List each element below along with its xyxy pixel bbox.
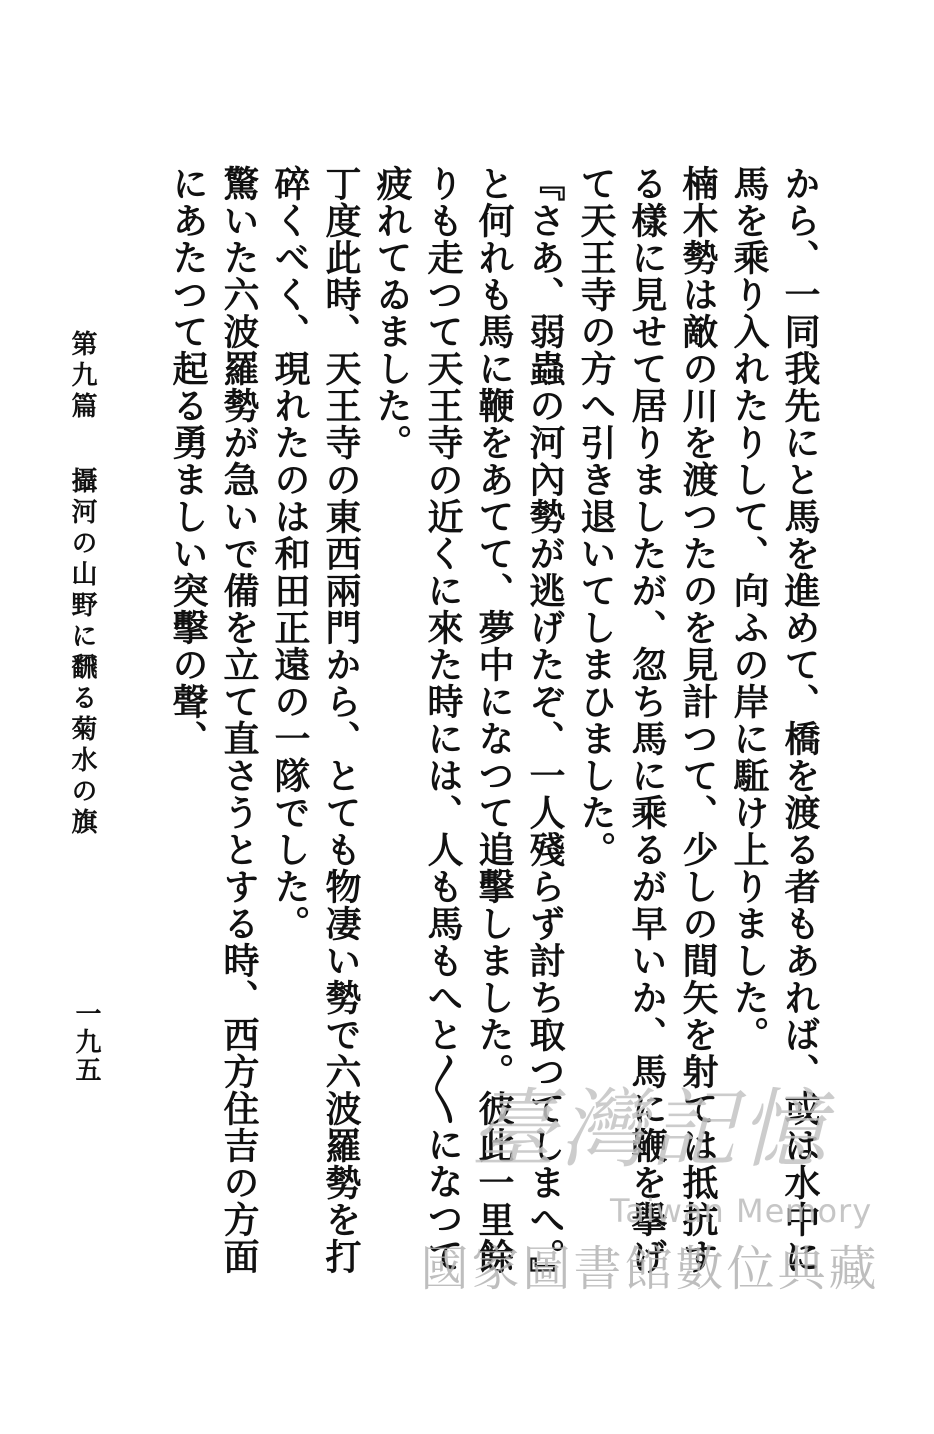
paragraph: と何れも馬に鞭をあてて、夢中になつて追擊しました。彼此一里餘りも走つて天王寺の近くに來た時には、人も馬もへと〳〵になつて疲れてゐました。: [371, 165, 515, 1275]
paragraph: 『さあ、弱蟲の河內勢が逃げたぞ、一人殘らず討ち取つてしまへ。』: [524, 165, 566, 1294]
paragraph: から、一同我先にと馬を進めて、橋を渡る者もあれば、或は水中に馬を乘り入れたりして、向ふの岸に駈け上りました。: [728, 165, 821, 1275]
watermark: [420, 1080, 880, 1310]
watermark-institution: 國家圖書館數位典藏: [420, 1241, 880, 1297]
running-head: [62, 330, 102, 839]
paragraph: 驚いた六波羅勢が急いで備を立て直さうとする時、西方住吉の方面にあたつて起る勇ましい突擊の聲、: [167, 165, 260, 1275]
page-number: 一九五: [71, 1000, 101, 1084]
paragraph: 楠木勢は敵の川を渡つたのを見計つて、少しの間矢を射ては抵抗する樣に見せて居りましたが、忽ち馬に乘るが早いか、馬に鞭を擧げて天王寺の方へ引き退いてしまひました。: [575, 165, 719, 1275]
chapter-title: 攝河の山野に飜る菊水の旗: [67, 467, 97, 840]
chapter-number: 第九篇: [67, 330, 97, 423]
paragraph: 丁度此時、天王寺の東西兩門から、とても物凄い勢で六波羅勢を打碎くべく、現れたのは和田正遠の一隊でした。: [269, 165, 362, 1275]
watermark-logo-text: 臺灣記憶: [470, 1080, 830, 1180]
watermark-english: Taiwan Memory: [610, 1192, 873, 1230]
